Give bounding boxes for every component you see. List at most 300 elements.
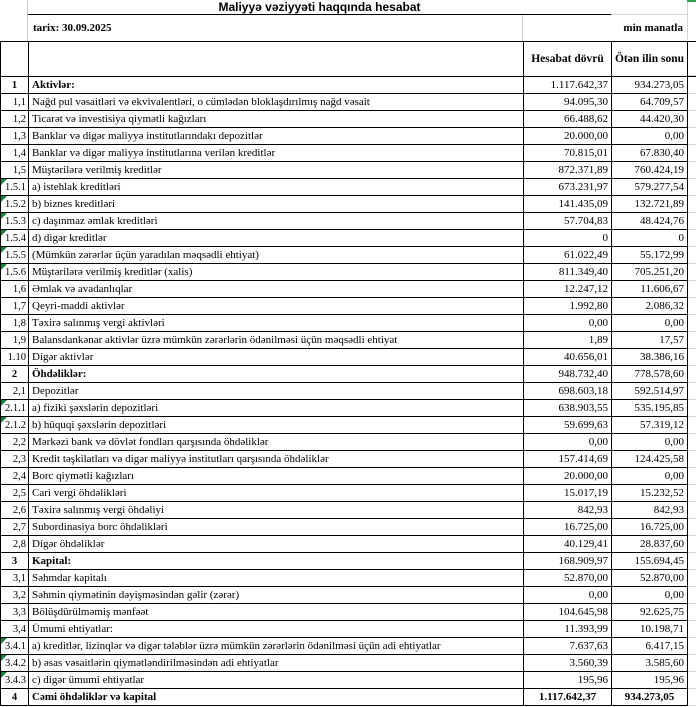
table-row: [0, 570, 696, 587]
prev-year-value-cell[interactable]: [612, 383, 688, 400]
prev-year-value-cell[interactable]: [612, 451, 688, 468]
period-value-cell-text: 57.704,83: [564, 214, 608, 227]
row-label-cell-text: Mərkəzi bank və dövlət fondları qarşısında öhdəliklər: [32, 435, 269, 448]
row-number-cell[interactable]: [1, 332, 29, 349]
row-label-cell[interactable]: [29, 366, 524, 383]
period-value-cell-text: 61.022,49: [564, 248, 608, 261]
period-value-cell-text: 0: [602, 231, 608, 244]
row-label-cell-text: Əmlak və avadanlıqlar: [32, 282, 133, 295]
prev-year-value-cell[interactable]: [612, 587, 688, 604]
table-row: [0, 655, 696, 672]
row-number-cell[interactable]: [1, 230, 29, 247]
period-value-cell[interactable]: [524, 145, 612, 162]
period-value-cell[interactable]: [524, 247, 612, 264]
row-number-cell[interactable]: [1, 281, 29, 298]
row-label-cell[interactable]: [29, 655, 524, 672]
gridline-strip-cell: [688, 417, 696, 434]
prev-year-value-cell-text: 0,00: [664, 469, 684, 482]
gridline-strip-cell: [688, 111, 696, 128]
gridline-strip-cell: [688, 485, 696, 502]
period-value-cell-text: 40.129,41: [564, 537, 608, 550]
period-value-cell-text: 20.000,00: [564, 469, 608, 482]
period-value-cell[interactable]: [524, 536, 612, 553]
row-label-cell-text: Müştərilərə verilmiş kreditlər: [32, 163, 162, 176]
prev-year-value-cell-text: 6.417,15: [645, 639, 684, 652]
row-number-cell[interactable]: [1, 451, 29, 468]
row-number-cell-text: 2.1.2: [5, 419, 26, 431]
meta-row-left-cell[interactable]: [0, 15, 28, 41]
period-value-cell[interactable]: [524, 400, 612, 417]
gridline-strip-cell: [688, 145, 696, 162]
period-value-cell[interactable]: [524, 672, 612, 689]
row-number-cell[interactable]: [1, 128, 29, 145]
prev-year-value-cell-text: 0: [678, 231, 684, 244]
prev-year-value-cell[interactable]: [612, 298, 688, 315]
period-value-cell[interactable]: [524, 281, 612, 298]
prev-year-value-cell-text: 0,00: [664, 588, 684, 601]
prev-year-value-cell[interactable]: [612, 604, 688, 621]
gridline-strip-cell: [688, 434, 696, 451]
report-date: tarix: 30.09.2025: [33, 22, 112, 34]
prev-year-value-cell-text: 28.837,60: [640, 537, 684, 550]
gridline-strip-cell: [688, 298, 696, 315]
period-value-cell[interactable]: [524, 655, 612, 672]
row-label-cell[interactable]: [29, 468, 524, 485]
row-number-cell[interactable]: [1, 179, 29, 196]
error-marker-triangle-icon: [1, 247, 7, 253]
gridline-strip-cell: [688, 570, 696, 587]
row-label-cell[interactable]: [29, 383, 524, 400]
prev-year-value-cell-text: 842,93: [653, 503, 684, 516]
table-row: [0, 553, 696, 570]
prev-year-value-cell[interactable]: [612, 366, 688, 383]
row-label-cell[interactable]: [29, 162, 524, 179]
prev-year-value-cell-text: 92.625,75: [640, 605, 684, 618]
prev-year-value-cell-text: 10.198,71: [640, 622, 684, 635]
prev-year-value-cell-text: 15.232,52: [640, 486, 684, 499]
row-label-cell[interactable]: [29, 570, 524, 587]
prev-year-value-cell[interactable]: [612, 230, 688, 247]
prev-year-value-cell[interactable]: [612, 315, 688, 332]
prev-year-value-cell-text: 760.424,19: [634, 163, 684, 176]
period-value-cell[interactable]: [524, 315, 612, 332]
row-number-cell[interactable]: [1, 553, 29, 570]
table-row: [0, 349, 696, 366]
prev-year-value-cell-text: 0,00: [664, 129, 684, 142]
period-value-cell[interactable]: [524, 689, 612, 706]
prev-year-value-cell[interactable]: [612, 434, 688, 451]
gridline-strip-cell: [688, 638, 696, 655]
period-value-cell[interactable]: [524, 111, 612, 128]
period-value-cell[interactable]: [524, 264, 612, 281]
row-number-cell-text: 2,8: [12, 538, 26, 550]
prev-year-value-cell[interactable]: [612, 145, 688, 162]
period-value-cell[interactable]: [524, 604, 612, 621]
prev-year-value-cell[interactable]: [612, 247, 688, 264]
row-label-cell[interactable]: [29, 502, 524, 519]
row-number-cell-text: 1.5.1: [5, 181, 26, 193]
row-label-cell-text: (Mümkün zərərlər üçün yaradılan məqsədli ehtiyat): [32, 248, 259, 261]
row-number-cell[interactable]: [1, 417, 29, 434]
row-label-cell[interactable]: [29, 553, 524, 570]
row-label-cell-text: a) kreditlər, lizinqlər və digər tələblər üzrə mümkün zərərlərin ödənilməsi üçün adi ehtiyatlar: [32, 639, 441, 652]
period-value-cell-text: 872.371,89: [558, 163, 608, 176]
period-value-cell[interactable]: [524, 349, 612, 366]
row-number-cell[interactable]: [1, 570, 29, 587]
table-row: [0, 213, 696, 230]
row-label-cell[interactable]: [29, 111, 524, 128]
row-label-cell-text: Cari vergi öhdəlikləri: [32, 486, 127, 499]
unit-label: min manatla: [623, 22, 683, 34]
row-number-cell-text: 1,3: [12, 130, 26, 142]
row-number-cell[interactable]: [1, 502, 29, 519]
row-label-cell-text: Bölüşdürülməmiş mənfəət: [32, 605, 149, 618]
row-label-cell[interactable]: [29, 434, 524, 451]
prev-year-value-cell[interactable]: [612, 162, 688, 179]
row-number-cell[interactable]: [1, 638, 29, 655]
prev-year-value-cell[interactable]: [612, 196, 688, 213]
row-label-cell[interactable]: [29, 264, 524, 281]
period-value-cell[interactable]: [524, 485, 612, 502]
prev-year-value-cell[interactable]: [612, 213, 688, 230]
title-row-right-cell[interactable]: [611, 0, 687, 15]
row-number-cell[interactable]: [1, 672, 29, 689]
prev-year-value-cell-text: 155.694,45: [634, 554, 684, 567]
row-label-cell[interactable]: [29, 485, 524, 502]
row-label-cell[interactable]: [29, 332, 524, 349]
row-number-cell[interactable]: [1, 485, 29, 502]
row-label-cell[interactable]: [29, 638, 524, 655]
gridline-strip-cell: [688, 672, 696, 689]
period-value-cell[interactable]: [524, 196, 612, 213]
row-number-cell-text: 3,3: [12, 606, 26, 618]
gridline-strip-cell: [688, 247, 696, 264]
row-number-cell[interactable]: [1, 468, 29, 485]
row-number-cell[interactable]: [1, 298, 29, 315]
row-number-cell-text: 3,2: [12, 589, 26, 601]
row-number-cell-text: 3.4.3: [5, 674, 26, 686]
prev-year-value-cell-text: 11.606,67: [640, 282, 684, 295]
row-label-cell[interactable]: [29, 400, 524, 417]
row-number-cell[interactable]: [1, 434, 29, 451]
row-number-cell[interactable]: [1, 196, 29, 213]
period-value-cell[interactable]: [524, 451, 612, 468]
row-label-cell[interactable]: [29, 451, 524, 468]
row-number-cell[interactable]: [1, 315, 29, 332]
period-value-cell[interactable]: [524, 434, 612, 451]
period-value-cell[interactable]: [524, 587, 612, 604]
row-label-cell[interactable]: [29, 128, 524, 145]
row-label-cell[interactable]: [29, 689, 524, 706]
period-value-cell[interactable]: [524, 332, 612, 349]
prev-year-value-cell-text: 55.172,99: [640, 248, 684, 261]
row-label-cell[interactable]: [29, 349, 524, 366]
row-number-cell[interactable]: [1, 587, 29, 604]
prev-year-value-cell-text: 67.830,40: [640, 146, 684, 159]
period-value-cell[interactable]: [524, 128, 612, 145]
period-value-cell[interactable]: [524, 638, 612, 655]
period-value-cell-text: 842,93: [577, 503, 608, 516]
row-label-cell-text: Digər öhdəliklər: [32, 537, 105, 550]
period-value-cell-text: 0,00: [588, 316, 608, 329]
row-label-cell[interactable]: [29, 519, 524, 536]
prev-year-value-cell-text: 934.273,05: [634, 78, 684, 91]
prev-year-value-cell-text: 2.086,32: [645, 299, 684, 312]
row-label-cell[interactable]: [29, 77, 524, 94]
period-value-cell-text: 1.992,80: [569, 299, 608, 312]
table-row: [0, 94, 696, 111]
prev-year-value-cell[interactable]: [612, 264, 688, 281]
prev-year-value-cell-text: 195,96: [653, 673, 684, 686]
period-value-cell[interactable]: [524, 502, 612, 519]
row-label-cell[interactable]: [29, 179, 524, 196]
row-label-cell[interactable]: [29, 672, 524, 689]
row-label-cell-text: Subordinasiya borc öhdəlikləri: [32, 520, 168, 533]
row-number-cell-text: 1.5.5: [5, 249, 26, 261]
prev-year-value-cell[interactable]: [612, 417, 688, 434]
row-number-cell[interactable]: [1, 94, 29, 111]
prev-year-value-cell[interactable]: [612, 536, 688, 553]
row-label-cell-text: Müştərilərə verilmiş kreditlər (xalis): [32, 265, 193, 278]
prev-year-value-cell[interactable]: [612, 400, 688, 417]
row-number-cell-text: 2,1: [12, 385, 26, 397]
header-period-cell[interactable]: [524, 42, 612, 76]
row-label-cell-text: Ümumi ehtiyatlar:: [32, 622, 113, 635]
column-header-row: [0, 42, 696, 77]
row-label-cell[interactable]: [29, 587, 524, 604]
period-value-cell-text: 3.560,39: [569, 656, 608, 669]
prev-year-value-cell[interactable]: [612, 349, 688, 366]
row-label-cell[interactable]: [29, 281, 524, 298]
prev-year-value-cell[interactable]: [612, 468, 688, 485]
row-number-cell-text: 1.5.6: [5, 266, 26, 278]
table-row: [0, 400, 696, 417]
row-label-cell[interactable]: [29, 94, 524, 111]
period-value-cell[interactable]: [524, 366, 612, 383]
row-number-cell[interactable]: [1, 213, 29, 230]
row-number-cell[interactable]: [1, 349, 29, 366]
row-label-cell-text: Cəmi öhdəliklər və kapital: [32, 690, 157, 703]
period-value-cell-text: 94.095,30: [564, 95, 608, 108]
gridline-strip-cell: [688, 196, 696, 213]
title-row-left-cell[interactable]: [0, 0, 28, 15]
period-value-cell[interactable]: [524, 417, 612, 434]
row-number-cell[interactable]: [1, 383, 29, 400]
row-label-cell[interactable]: [29, 621, 524, 638]
period-value-cell-text: 195,96: [577, 673, 608, 686]
prev-year-value-cell[interactable]: [612, 502, 688, 519]
header-number-cell[interactable]: [1, 42, 29, 76]
row-label-cell-text: Qeyri-maddi aktivlər: [32, 299, 125, 312]
row-label-cell-text: a) fiziki şəxslərin depozitləri: [32, 401, 159, 414]
prev-year-value-cell[interactable]: [612, 519, 688, 536]
prev-year-value-cell[interactable]: [612, 553, 688, 570]
row-label-cell[interactable]: [29, 536, 524, 553]
period-value-cell[interactable]: [524, 570, 612, 587]
report-title-cell[interactable]: [28, 0, 611, 15]
error-marker-triangle-icon: [1, 672, 7, 678]
period-value-cell-text: 1.117.642,37: [538, 690, 597, 703]
table-row: [0, 366, 696, 383]
gridline-strip: [687, 0, 696, 15]
row-label-cell-text: Səhmin qiymətinin dəyişməsindən gəlir (zərər): [32, 588, 240, 601]
table-row: [0, 145, 696, 162]
table-row: [0, 621, 696, 638]
table-row: [0, 111, 696, 128]
row-number-cell-text: 3.4.1: [5, 640, 26, 652]
period-value-cell[interactable]: [524, 621, 612, 638]
row-number-cell-text: 1,4: [12, 147, 26, 159]
row-number-cell-text: 1.5.2: [5, 198, 26, 210]
prev-year-value-cell-text: 592.514,97: [634, 384, 684, 397]
row-number-cell[interactable]: [1, 111, 29, 128]
row-number-cell[interactable]: [1, 689, 29, 706]
row-number-cell[interactable]: [1, 162, 29, 179]
prev-year-value-cell[interactable]: [612, 111, 688, 128]
row-number-cell[interactable]: [1, 621, 29, 638]
row-label-cell[interactable]: [29, 298, 524, 315]
period-value-cell-text: 157.414,69: [558, 452, 608, 465]
row-label-cell-text: Balansdankənar aktivlər üzrə mümkün zərərlərin ödənilməsi üçün məqsədli ehtiyat: [32, 333, 398, 346]
prev-year-value-cell-text: 934.273,05: [624, 690, 675, 703]
error-marker-triangle-icon: [1, 655, 7, 661]
prev-year-value-cell[interactable]: [612, 485, 688, 502]
row-number-cell-text: 2.1.1: [5, 402, 26, 414]
row-label-cell[interactable]: [29, 315, 524, 332]
row-number-cell-text: 1,2: [12, 113, 26, 125]
table-row: [0, 417, 696, 434]
prev-year-value-cell[interactable]: [612, 689, 688, 706]
table-row: [0, 604, 696, 621]
period-value-cell[interactable]: [524, 213, 612, 230]
row-number-cell-text: 2,4: [12, 470, 26, 482]
row-number-cell-text: 2,6: [12, 504, 26, 516]
row-label-cell-text: d) digər kreditlər: [32, 231, 107, 244]
period-value-cell[interactable]: [524, 77, 612, 94]
error-marker-triangle-icon: [1, 213, 7, 219]
prev-year-value-cell-text: 38.386,16: [640, 350, 684, 363]
period-value-cell-text: 638.903,55: [558, 401, 608, 414]
gridline-strip-cell: [688, 383, 696, 400]
table-row: [0, 196, 696, 213]
prev-year-value-cell[interactable]: [612, 332, 688, 349]
period-value-cell[interactable]: [524, 179, 612, 196]
period-value-cell-text: 811.349,40: [558, 265, 608, 278]
gridline-strip-cell: [688, 349, 696, 366]
gridline-strip-cell: [688, 502, 696, 519]
prev-year-value-cell-text: 48.424,76: [640, 214, 684, 227]
row-number-cell-text: 1,9: [12, 334, 26, 346]
row-number-cell[interactable]: [1, 264, 29, 281]
row-label-cell[interactable]: [29, 196, 524, 213]
prev-year-value-cell[interactable]: [612, 128, 688, 145]
period-value-cell[interactable]: [524, 230, 612, 247]
prev-year-value-cell[interactable]: [612, 638, 688, 655]
period-value-cell[interactable]: [524, 162, 612, 179]
row-label-cell-text: Təxirə salınmış vergi aktivləri: [32, 316, 165, 329]
period-value-cell-text: 70.815,01: [564, 146, 608, 159]
period-value-cell-text: 52.870,00: [564, 571, 608, 584]
period-value-cell-text: 0,00: [588, 435, 608, 448]
table-row: [0, 281, 696, 298]
title-row: [0, 0, 696, 15]
period-value-cell-text: 20.000,00: [564, 129, 608, 142]
row-number-cell-text: 1.10: [7, 351, 26, 363]
period-value-cell-text: 15.017,19: [564, 486, 608, 499]
row-label-cell[interactable]: [29, 417, 524, 434]
period-value-cell-text: 141.435,09: [558, 197, 608, 210]
period-value-cell[interactable]: [524, 383, 612, 400]
period-value-cell[interactable]: [524, 298, 612, 315]
row-label-cell-text: Təxirə salınmış vergi öhdəliyi: [32, 503, 165, 516]
row-label-cell-text: b) əsas vəsaitlərin qiymətləndirilməsindən adi ehtiyatlar: [32, 656, 279, 669]
row-number-cell-text: 3: [11, 555, 18, 567]
period-value-cell[interactable]: [524, 94, 612, 111]
table-row: [0, 230, 696, 247]
unit-label-cell[interactable]: [523, 15, 687, 41]
row-number-cell-text: 1.5.3: [5, 215, 26, 227]
prev-year-value-cell[interactable]: [612, 570, 688, 587]
report-date-cell[interactable]: [28, 15, 523, 41]
selection-accent-bar: [687, 0, 696, 2]
period-value-cell-text: 698.603,18: [558, 384, 608, 397]
row-number-cell[interactable]: [1, 145, 29, 162]
prev-year-value-cell[interactable]: [612, 655, 688, 672]
prev-year-value-cell[interactable]: [612, 672, 688, 689]
row-label-cell-text: c) digər ümumi ehtiyatlar: [32, 673, 145, 686]
prev-year-value-cell-text: 705.251,20: [634, 265, 684, 278]
row-number-cell[interactable]: [1, 655, 29, 672]
row-number-cell-text: 2,2: [12, 436, 26, 448]
row-label-cell-text: Kapital:: [32, 554, 72, 567]
table-row: [0, 451, 696, 468]
header-prev-year-cell[interactable]: [612, 42, 688, 76]
row-label-cell[interactable]: [29, 247, 524, 264]
row-label-cell[interactable]: [29, 213, 524, 230]
table-row: [0, 315, 696, 332]
period-value-cell[interactable]: [524, 519, 612, 536]
row-number-cell[interactable]: [1, 604, 29, 621]
prev-year-value-cell[interactable]: [612, 281, 688, 298]
prev-year-value-cell[interactable]: [612, 621, 688, 638]
table-row: [0, 536, 696, 553]
gridline-strip-cell: [688, 621, 696, 638]
prev-year-value-cell[interactable]: [612, 94, 688, 111]
header-description-cell[interactable]: [29, 42, 524, 76]
prev-year-value-cell-text: 124.425,58: [634, 452, 684, 465]
period-value-cell-text: 0,00: [588, 588, 608, 601]
prev-year-value-cell[interactable]: [612, 179, 688, 196]
period-value-cell[interactable]: [524, 553, 612, 570]
row-number-cell[interactable]: [1, 77, 29, 94]
gridline-strip-cell: [688, 604, 696, 621]
row-number-cell[interactable]: [1, 519, 29, 536]
row-label-cell[interactable]: [29, 604, 524, 621]
row-number-cell[interactable]: [1, 247, 29, 264]
row-number-cell[interactable]: [1, 536, 29, 553]
table-row: [0, 587, 696, 604]
row-number-cell[interactable]: [1, 366, 29, 383]
row-label-cell[interactable]: [29, 230, 524, 247]
row-label-cell[interactable]: [29, 145, 524, 162]
row-number-cell[interactable]: [1, 400, 29, 417]
error-marker-triangle-icon: [1, 264, 7, 270]
period-value-cell[interactable]: [524, 468, 612, 485]
prev-year-value-cell[interactable]: [612, 77, 688, 94]
table-row: [0, 502, 696, 519]
prev-year-value-cell-text: 0,00: [664, 435, 684, 448]
period-value-cell-text: 11.393,99: [564, 622, 608, 635]
